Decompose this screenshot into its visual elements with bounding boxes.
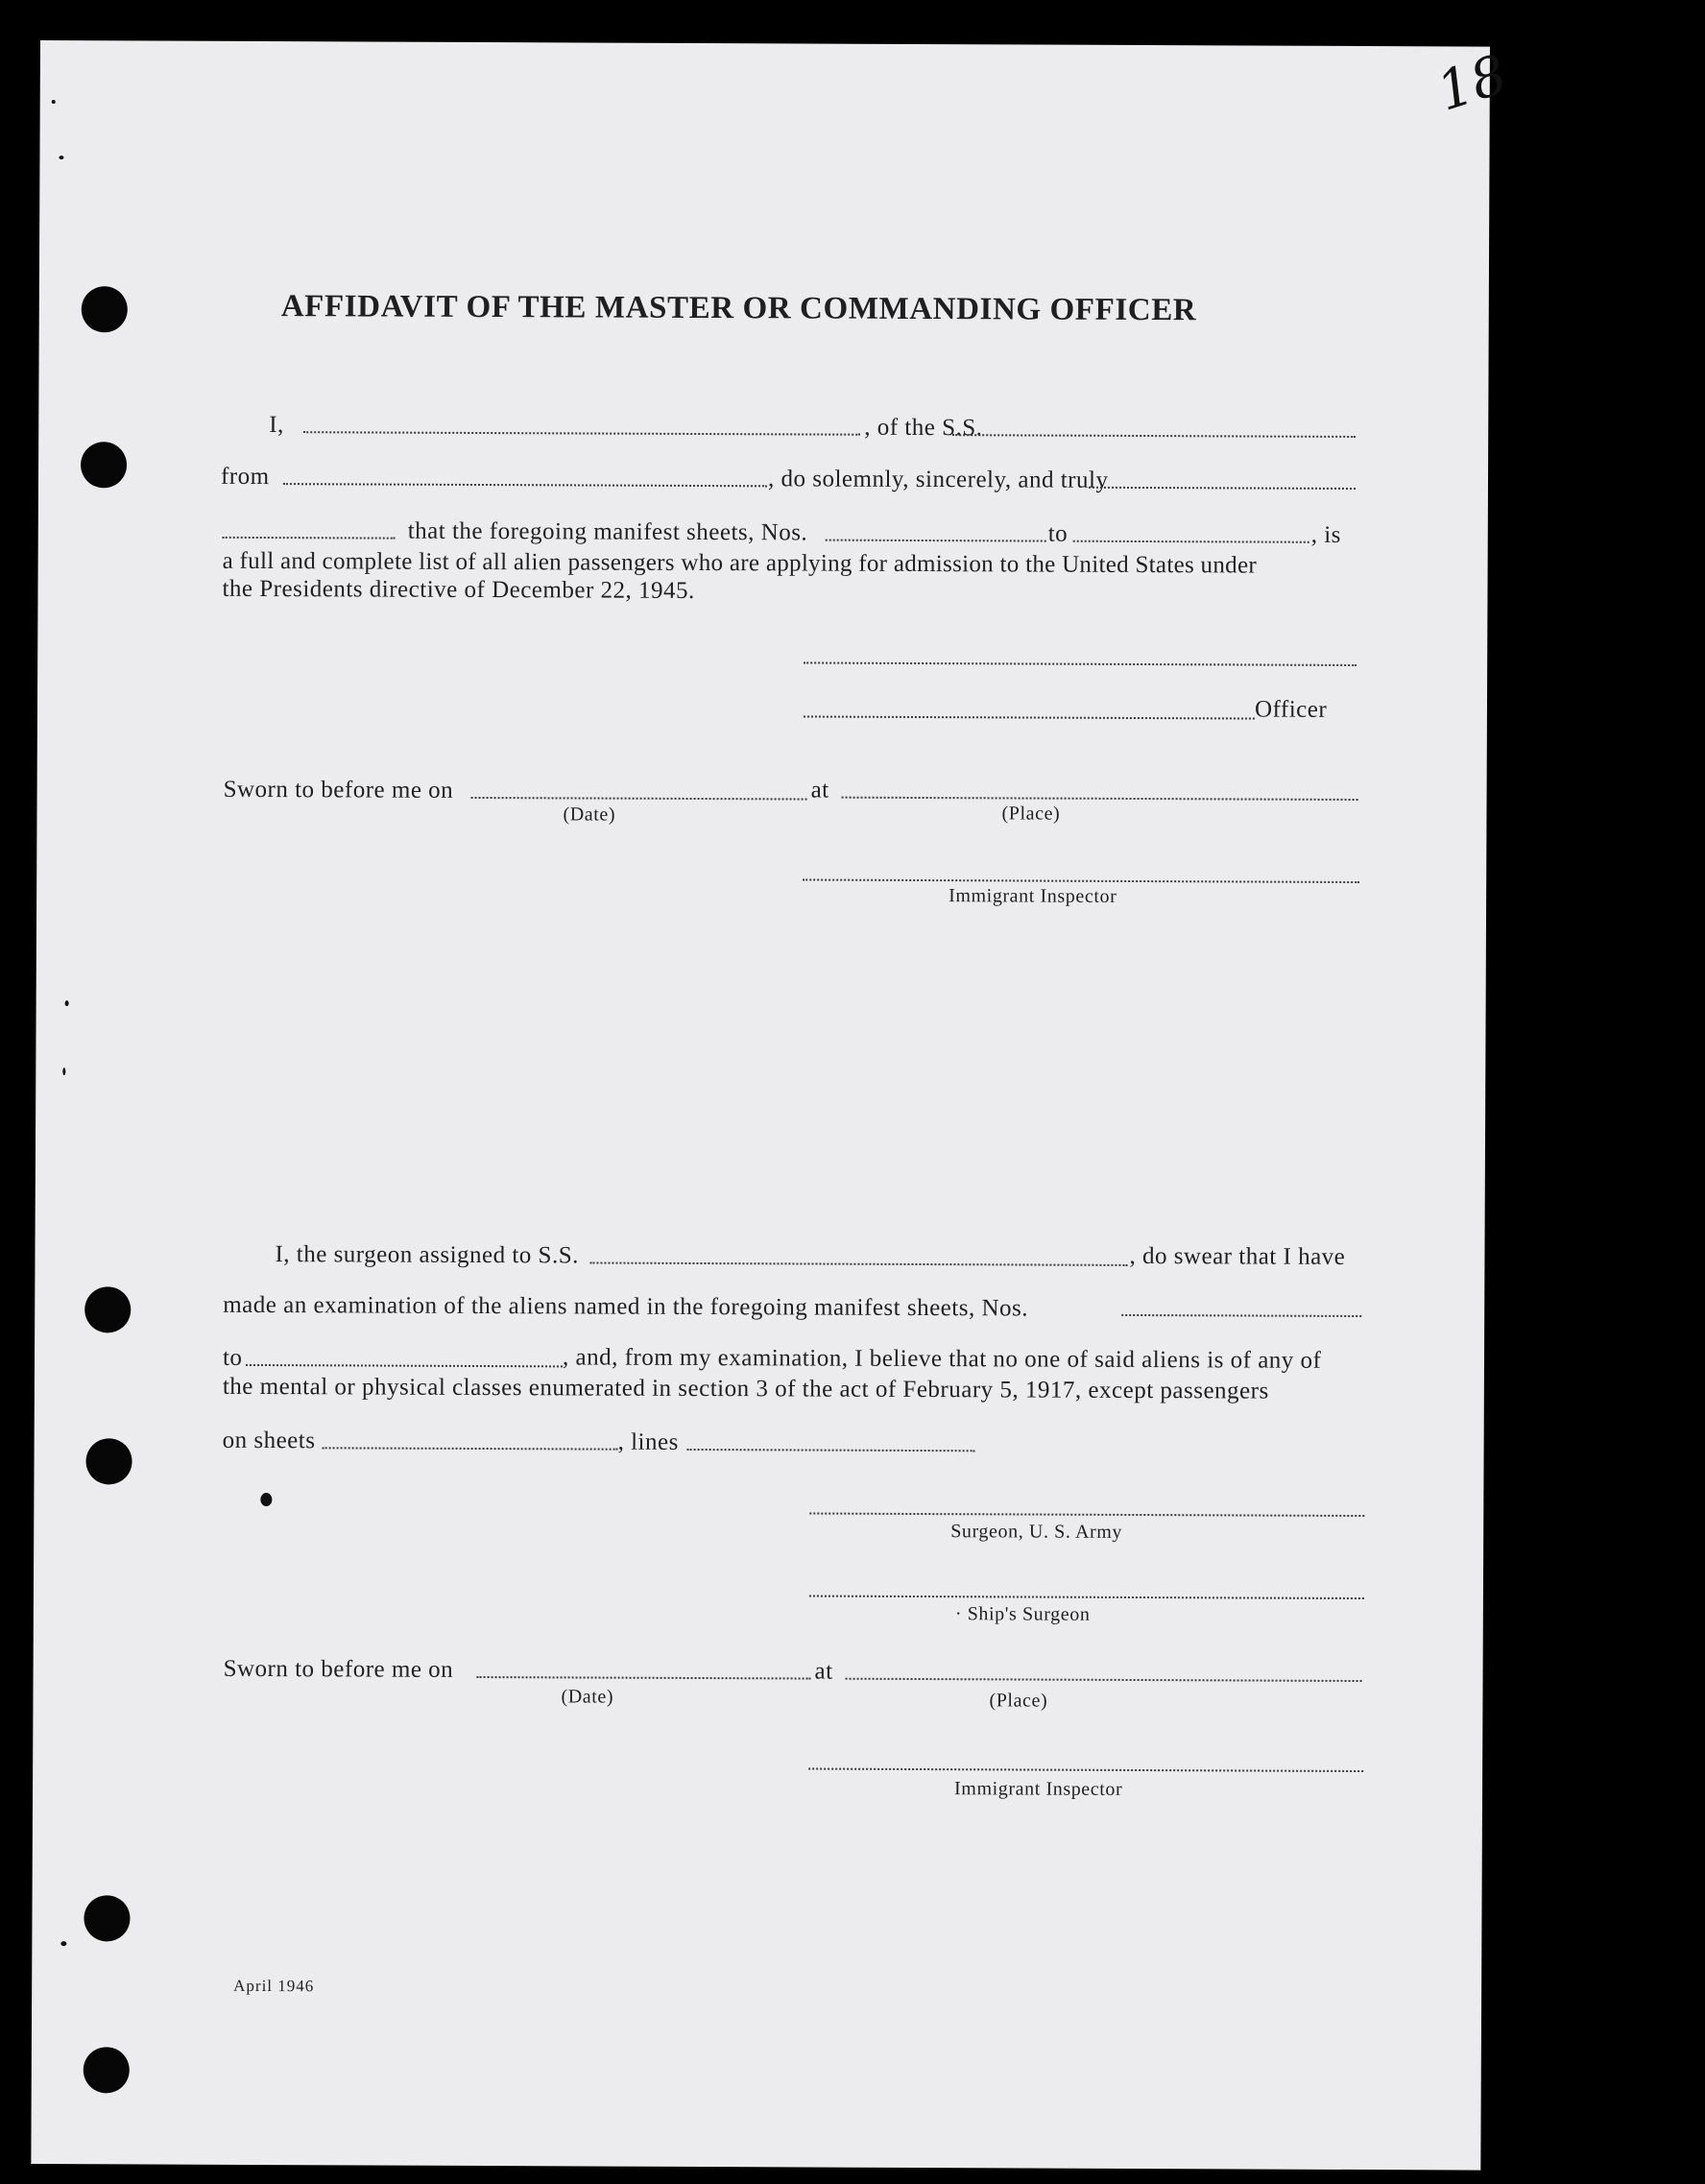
handwritten-page-number: 18 [1429, 43, 1515, 124]
ink-speck [59, 156, 63, 159]
officer-signature-line[interactable] [804, 715, 1255, 719]
army-surgeon-caption: Surgeon, U. S. Army [950, 1521, 1123, 1543]
master-i-label: I, [269, 412, 284, 439]
surgeon-classes-line: the mental or physical classes enumerated in section 3 of the act of February 5, 1917, except passengers [222, 1373, 1269, 1404]
master-sheets-from-field[interactable] [826, 540, 1046, 542]
ship-surgeon-signature-line[interactable] [809, 1596, 1364, 1600]
master-sheets-to-field[interactable] [1073, 540, 1309, 543]
surgeon-sworn-label: Sworn to before me on [223, 1655, 454, 1683]
surgeon-inspector-line[interactable] [808, 1768, 1363, 1773]
master-swear-label: , do solemnly, sincerely, and truly [767, 466, 1109, 493]
punch-hole [84, 1895, 130, 1941]
army-surgeon-signature-line[interactable] [809, 1513, 1364, 1518]
surgeon-ship-field[interactable] [589, 1262, 1127, 1266]
master-from-label: from [220, 463, 270, 491]
master-oath-field[interactable] [1089, 487, 1356, 490]
surgeon-on-sheets-label: on sheets [222, 1427, 316, 1454]
surgeon-inspector-caption: Immigrant Inspector [954, 1778, 1123, 1800]
surgeon-sworn-place-field[interactable] [846, 1678, 1362, 1682]
punch-hole [84, 2047, 130, 2093]
master-to-label: to [1047, 520, 1069, 547]
punch-hole [84, 1286, 131, 1332]
master-oath-cont-field[interactable] [223, 537, 396, 540]
master-directive-line: the Presidents directive of December 22, 1945. [222, 575, 695, 604]
master-from-field[interactable] [283, 483, 767, 487]
master-at-label: at [810, 777, 829, 804]
master-sworn-place-field[interactable] [842, 797, 1358, 801]
master-signature-line[interactable] [804, 661, 1357, 666]
master-ofss-label: , of the S.S. [864, 414, 983, 442]
master-inspector-caption: Immigrant Inspector [949, 885, 1117, 907]
master-inspector-line[interactable] [803, 878, 1359, 883]
surgeon-lines-field[interactable] [687, 1449, 975, 1452]
master-sworn-label: Sworn to before me on [223, 776, 454, 804]
surgeon-intro-label: I, the surgeon assigned to S.S. [275, 1241, 579, 1269]
ink-speck [60, 1941, 66, 1946]
master-place-caption: (Place) [1001, 803, 1061, 825]
surgeon-swear-label: , do swear that I have [1129, 1242, 1346, 1270]
punch-hole [81, 442, 127, 488]
punch-hole [85, 1438, 132, 1484]
form-title: AFFIDAVIT OF THE MASTER OR COMMANDING OFFICER [280, 289, 1197, 328]
footer-date: April 1946 [233, 1976, 315, 1996]
surgeon-exam-label: made an examination of the aliens named in the foregoing manifest sheets, Nos. [223, 1291, 1029, 1322]
surgeon-sheets-to-field[interactable] [246, 1364, 563, 1367]
ink-speck [65, 1000, 69, 1006]
surgeon-place-caption: (Place) [989, 1690, 1048, 1712]
surgeon-on-sheets-field[interactable] [323, 1447, 618, 1450]
master-sworn-date-field[interactable] [471, 797, 807, 801]
master-ship-field[interactable] [952, 434, 1356, 438]
surgeon-sheets-from-field[interactable] [1121, 1314, 1361, 1317]
ink-speck [260, 1493, 272, 1506]
master-is-label: , is [1310, 521, 1342, 548]
master-date-caption: (Date) [563, 804, 616, 826]
surgeon-belief-label: , and, from my examination, I believe that no one of said aliens is of any of [562, 1344, 1322, 1374]
punch-hole [82, 286, 128, 332]
form-page [31, 40, 1515, 2171]
surgeon-lines-label: , lines [617, 1428, 679, 1455]
surgeon-date-caption: (Date) [561, 1686, 614, 1708]
surgeon-to-label: to [222, 1344, 243, 1371]
master-name-field[interactable] [303, 431, 860, 436]
ship-surgeon-caption: · Ship's Surgeon [954, 1603, 1091, 1625]
ink-speck [52, 100, 56, 104]
master-foregoing-label: that the foregoing manifest sheets, Nos. [407, 517, 808, 546]
officer-label: Officer [1254, 696, 1328, 723]
surgeon-at-label: at [814, 1658, 833, 1685]
surgeon-sworn-date-field[interactable] [477, 1676, 811, 1680]
master-statement-line: a full and complete list of all alien passengers who are applying for admission to the United States under [222, 547, 1258, 579]
ink-speck [62, 1068, 65, 1075]
